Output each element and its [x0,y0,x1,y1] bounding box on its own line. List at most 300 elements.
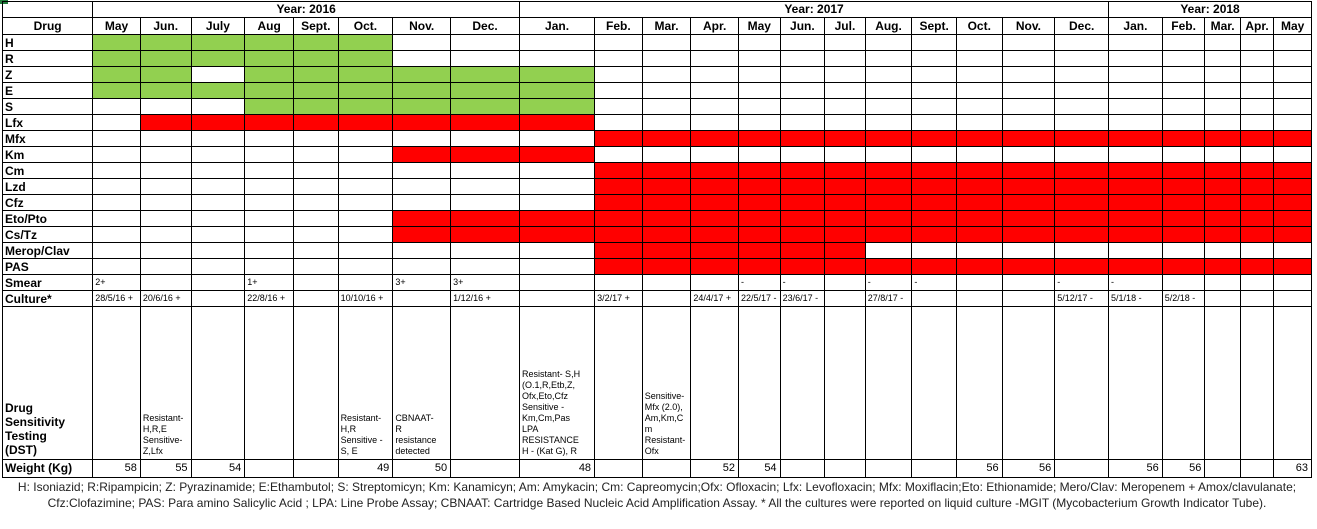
drug-month-cell-second-line [1109,259,1163,275]
drug-month-cell [293,179,338,195]
drug-month-cell [338,227,393,243]
drug-month-cell [1055,67,1109,83]
drug-month-cell [1205,35,1240,51]
dst-result-line: (O.1,R,Etb,Z, [522,380,576,390]
drug-month-cell-first-line [293,51,338,67]
drug-month-cell-second-line [642,195,691,211]
drug-month-cell [1205,51,1240,67]
drug-name-cell: Z [3,67,93,83]
drug-month-cell [245,195,294,211]
drug-month-cell-second-line [1274,227,1312,243]
culture-cell [825,291,866,307]
drug-month-cell [956,115,1002,131]
drug-month-cell-first-line [245,67,294,83]
dst-result-cell [1109,307,1163,460]
drug-month-cell-second-line [520,115,595,131]
culture-cell: 3/2/17 + [595,291,643,307]
drug-month-cell [140,243,191,259]
dst-result-line: Sensitive- [644,391,685,401]
drug-month-cell [140,211,191,227]
drug-month-cell [451,163,520,179]
drug-month-cell-second-line [393,227,451,243]
drug-month-cell-second-line [1162,195,1205,211]
drug-month-cell-second-line [956,211,1002,227]
drug-month-cell [912,147,957,163]
drug-month-cell-second-line [825,243,866,259]
drug-month-cell [780,147,825,163]
culture-cell: 22/5/17 - [739,291,781,307]
drug-month-cell-first-line [520,67,595,83]
drug-name-cell: R [3,51,93,67]
month-header-cell: Aug. [865,18,912,35]
drug-month-cell [293,163,338,179]
drug-month-cell [245,243,294,259]
drug-month-cell [93,131,141,147]
drug-month-cell-second-line [140,115,191,131]
drug-month-cell-second-line [956,163,1002,179]
weight-cell: 54 [739,460,781,478]
drug-month-cell [191,179,245,195]
dst-result-line: R [395,424,402,434]
drug-month-cell [1240,115,1273,131]
weight-cell: 63 [1274,460,1312,478]
drug-row [3,35,1312,51]
drug-month-cell [93,115,141,131]
weight-cell: 48 [520,460,595,478]
month-header-cell: Apr. [691,18,739,35]
drug-row [3,259,1312,275]
drug-month-cell-second-line [865,195,912,211]
drug-month-cell-first-line [191,35,245,51]
drug-month-cell-second-line [1240,163,1273,179]
drug-month-cell-second-line [1240,259,1273,275]
smear-cell [1205,275,1240,291]
drug-month-cell-first-line [393,83,451,99]
drug-month-cell [451,35,520,51]
drug-month-cell [956,243,1002,259]
drug-month-cell [338,243,393,259]
drug-month-cell [1205,243,1240,259]
drug-month-cell-second-line [245,115,294,131]
drug-month-cell [1109,99,1163,115]
drug-month-cell [780,35,825,51]
dst-result-cell [393,307,451,460]
culture-cell [1240,291,1273,307]
drug-month-cell [93,147,141,163]
drug-month-cell [1055,51,1109,67]
dst-result-line: Mfx (2.0), [644,402,683,412]
drug-month-cell [1002,99,1055,115]
dst-result-cell [1205,307,1240,460]
drug-month-cell [912,67,957,83]
drug-month-cell-first-line [338,83,393,99]
drug-month-cell [93,243,141,259]
drug-month-cell [338,131,393,147]
drug-month-cell-second-line [780,243,825,259]
drug-month-cell-second-line [912,163,957,179]
drug-month-cell-first-line [140,35,191,51]
drug-month-cell-second-line [1109,179,1163,195]
drug-month-cell-second-line [865,163,912,179]
drug-month-cell [520,35,595,51]
drug-month-cell [595,115,643,131]
drug-month-cell [865,67,912,83]
drug-month-cell-second-line [595,243,643,259]
drug-month-cell [1274,243,1312,259]
drug-month-cell-second-line [451,115,520,131]
drug-month-cell [595,35,643,51]
dst-result-cell [691,307,739,460]
drug-month-cell [1240,83,1273,99]
drug-month-cell-second-line [780,179,825,195]
culture-cell [642,291,691,307]
drug-month-cell [1109,115,1163,131]
drug-month-cell-first-line [293,35,338,51]
drug-name-cell: Cfz [3,195,93,211]
drug-month-cell-second-line [1109,211,1163,227]
drug-month-cell [739,115,781,131]
drug-month-cell [1002,243,1055,259]
dst-result-line: Km,Cm,Pas [522,413,571,423]
month-header-row [3,18,1312,35]
month-header-cell: Nov. [1002,18,1055,35]
drug-month-cell [245,131,294,147]
drug-month-cell [912,243,957,259]
drug-month-cell [1002,35,1055,51]
culture-cell [956,291,1002,307]
culture-cell [912,291,957,307]
drug-month-cell-second-line [825,211,866,227]
month-header-cell: Sept. [912,18,957,35]
drug-month-cell-second-line [780,259,825,275]
dst-label-cell [3,307,93,460]
drug-month-cell [595,99,643,115]
drug-month-cell-first-line [245,99,294,115]
dst-label-line: Drug [5,401,33,415]
dst-result-line: Sensitive - [340,435,383,445]
drug-month-cell [865,35,912,51]
drug-month-cell [1109,51,1163,67]
culture-cell [293,291,338,307]
drug-month-cell [691,67,739,83]
drug-month-cell [825,51,866,67]
dst-result-cell [451,307,520,460]
drug-month-cell [739,67,781,83]
drug-month-cell-second-line [956,179,1002,195]
drug-month-cell [1274,67,1312,83]
drug-row [3,211,1312,227]
drug-month-cell [338,147,393,163]
drug-month-cell [1055,147,1109,163]
dst-result-line: S, E [340,446,358,456]
drug-month-cell-first-line [393,99,451,115]
drug-month-cell-second-line [780,211,825,227]
year-2018-header: Year: 2018 [1109,2,1312,18]
drug-month-cell-second-line [691,195,739,211]
drug-month-cell [140,227,191,243]
drug-month-cell [1162,147,1205,163]
weight-cell [912,460,957,478]
weight-cell: 56 [1002,460,1055,478]
month-header-cell: July [191,18,245,35]
drug-month-cell-first-line [293,67,338,83]
drug-month-cell-second-line [956,227,1002,243]
drug-month-cell [691,99,739,115]
drug-month-cell [520,243,595,259]
drug-month-cell-second-line [338,115,393,131]
drug-month-cell-second-line [739,243,781,259]
dst-result-line: Resistant- [142,413,184,423]
drug-month-cell-first-line [451,67,520,83]
drug-month-cell-second-line [642,131,691,147]
dst-result-line: Z,Lfx [142,446,163,456]
culture-cell [393,291,451,307]
drug-month-cell-second-line [691,163,739,179]
drug-month-cell-second-line [595,179,643,195]
drug-month-cell-second-line [1240,179,1273,195]
culture-cell: 22/8/16 + [245,291,294,307]
dst-result-line: Sensitive- [142,435,183,445]
drug-month-cell-second-line [642,211,691,227]
drug-row [3,227,1312,243]
smear-row [3,275,1312,291]
drug-month-cell-second-line [691,211,739,227]
year-2017-header: Year: 2017 [520,2,1109,18]
drug-month-cell [780,83,825,99]
drug-month-cell-second-line [780,131,825,147]
culture-cell: 20/6/16 + [140,291,191,307]
drug-month-cell [191,163,245,179]
drug-month-cell-second-line [1205,179,1240,195]
weight-cell [865,460,912,478]
drug-month-cell-second-line [739,227,781,243]
year-2016-header: Year: 2016 [93,2,520,18]
drug-month-cell-first-line [245,51,294,67]
drug-month-cell [520,179,595,195]
drug-month-cell [293,227,338,243]
drug-month-cell [93,195,141,211]
drug-month-cell [595,147,643,163]
drug-month-cell-second-line [1274,195,1312,211]
drug-month-cell [739,83,781,99]
dst-row [3,307,1312,460]
dst-result-cell [245,307,294,460]
drug-month-cell-first-line [293,83,338,99]
month-header-cell: May [739,18,781,35]
drug-month-cell [642,51,691,67]
drug-row [3,67,1312,83]
drug-month-cell [93,227,141,243]
drug-month-cell [1162,35,1205,51]
drug-month-cell-second-line [1162,227,1205,243]
drug-month-cell-second-line [595,131,643,147]
dst-result-cell [1002,307,1055,460]
blank-corner-cell [3,2,93,18]
drug-month-cell [191,227,245,243]
drug-month-cell [393,35,451,51]
drug-month-cell-first-line [93,35,141,51]
drug-month-cell-second-line [1109,131,1163,147]
drug-month-cell [956,83,1002,99]
drug-name-cell: Eto/Pto [3,211,93,227]
drug-month-cell-first-line [451,99,520,115]
dst-result-line: CBNAAT- [395,413,434,423]
drug-month-cell [1205,83,1240,99]
drug-month-cell [191,131,245,147]
drug-month-cell-second-line [956,195,1002,211]
drug-month-cell [595,83,643,99]
drug-month-cell-second-line [451,227,520,243]
drug-month-cell [642,35,691,51]
drug-month-cell [1274,83,1312,99]
smear-cell [140,275,191,291]
drug-month-cell [140,131,191,147]
culture-row [3,291,1312,307]
drug-month-cell [520,51,595,67]
drug-month-cell-second-line [1055,195,1109,211]
drug-month-cell [140,259,191,275]
drug-month-cell [912,35,957,51]
month-header-cell: Nov. [393,18,451,35]
drug-month-cell-second-line [956,131,1002,147]
drug-month-cell [1205,99,1240,115]
drug-month-cell [140,147,191,163]
drug-month-cell [825,67,866,83]
drug-month-cell-second-line [393,115,451,131]
drug-month-cell-second-line [691,227,739,243]
drug-name-cell: PAS [3,259,93,275]
drug-month-cell [1162,83,1205,99]
drug-month-cell-second-line [865,179,912,195]
drug-month-cell [865,115,912,131]
drug-month-cell [245,227,294,243]
weight-cell: 49 [338,460,393,478]
drug-month-cell-first-line [191,83,245,99]
drug-month-cell-second-line [780,195,825,211]
drug-month-cell-second-line [739,179,781,195]
drug-month-cell-second-line [825,259,866,275]
weight-cell [451,460,520,478]
drug-month-cell [191,211,245,227]
drug-month-cell-first-line [338,99,393,115]
treatment-timeline-table [2,1,1312,478]
drug-month-cell [825,83,866,99]
drug-month-cell [338,259,393,275]
drug-month-cell [1055,243,1109,259]
drug-name-cell: Merop/Clav [3,243,93,259]
drug-month-cell-second-line [825,179,866,195]
drug-month-cell-second-line [451,147,520,163]
drug-month-cell-second-line [739,195,781,211]
drug-month-cell-first-line [451,83,520,99]
weight-cell: 52 [691,460,739,478]
drug-month-cell-second-line [1055,131,1109,147]
drug-month-cell [293,243,338,259]
drug-month-cell [140,195,191,211]
drug-month-cell [912,115,957,131]
culture-cell: 5/2/18 - [1162,291,1205,307]
weight-cell [642,460,691,478]
drug-month-cell [780,115,825,131]
drug-month-cell [451,259,520,275]
weight-cell: 56 [1109,460,1163,478]
drug-month-cell-second-line [1109,227,1163,243]
drug-month-cell [451,243,520,259]
month-header-cell: Mar. [1205,18,1240,35]
weight-cell [825,460,866,478]
smear-cell: - [912,275,957,291]
drug-name-cell: E [3,83,93,99]
dst-result-line: LPA [522,424,539,434]
drug-month-cell [825,147,866,163]
drug-month-cell-second-line [912,211,957,227]
weight-label: Weight (Kg) [3,460,93,478]
weight-cell [1205,460,1240,478]
dst-result-line: Resistant- S,H [522,369,581,379]
drug-month-cell-second-line [1055,211,1109,227]
drug-month-cell [691,51,739,67]
drug-name-cell: Km [3,147,93,163]
drug-month-cell [293,211,338,227]
drug-month-cell [865,147,912,163]
culture-cell: 24/4/17 + [691,291,739,307]
dst-result-line: Ofx,Eto,Cfz [522,391,569,401]
dst-result-cell [865,307,912,460]
weight-cell [595,460,643,478]
drug-month-cell [780,99,825,115]
drug-month-cell-second-line [1002,163,1055,179]
drug-month-cell [338,195,393,211]
drug-month-cell-second-line [595,195,643,211]
dst-result-cell [1055,307,1109,460]
dst-result-cell [595,307,643,460]
drug-month-cell-first-line [245,35,294,51]
drug-month-cell-first-line [245,83,294,99]
drug-month-cell-second-line [1162,179,1205,195]
drug-month-cell [956,67,1002,83]
drug-month-cell-second-line [520,227,595,243]
dst-result-line: Resistant- [340,413,382,423]
drug-month-cell [1274,99,1312,115]
drug-month-cell-second-line [825,163,866,179]
drug-month-cell [93,179,141,195]
smear-cell [825,275,866,291]
drug-month-cell [393,243,451,259]
drug-month-cell [93,259,141,275]
drug-month-cell [1205,115,1240,131]
drug-month-cell [691,35,739,51]
dst-result-cell [1162,307,1205,460]
drug-month-cell [245,163,294,179]
drug-row [3,147,1312,163]
drug-month-cell [1002,83,1055,99]
drug-month-cell-first-line [293,99,338,115]
month-header-cell: Mar. [642,18,691,35]
drug-month-cell [1002,67,1055,83]
drug-row [3,131,1312,147]
drug-month-cell [595,51,643,67]
drug-name-cell: Lfx [3,115,93,131]
drug-month-cell [451,195,520,211]
month-header-cell: Feb. [595,18,643,35]
drug-month-cell-second-line [191,115,245,131]
drug-month-cell [1162,115,1205,131]
drug-month-cell-second-line [520,211,595,227]
drug-month-cell-second-line [865,211,912,227]
dst-label-line: Sensitivity [5,415,66,429]
weight-cell [293,460,338,478]
month-header-cell: Dec. [1055,18,1109,35]
